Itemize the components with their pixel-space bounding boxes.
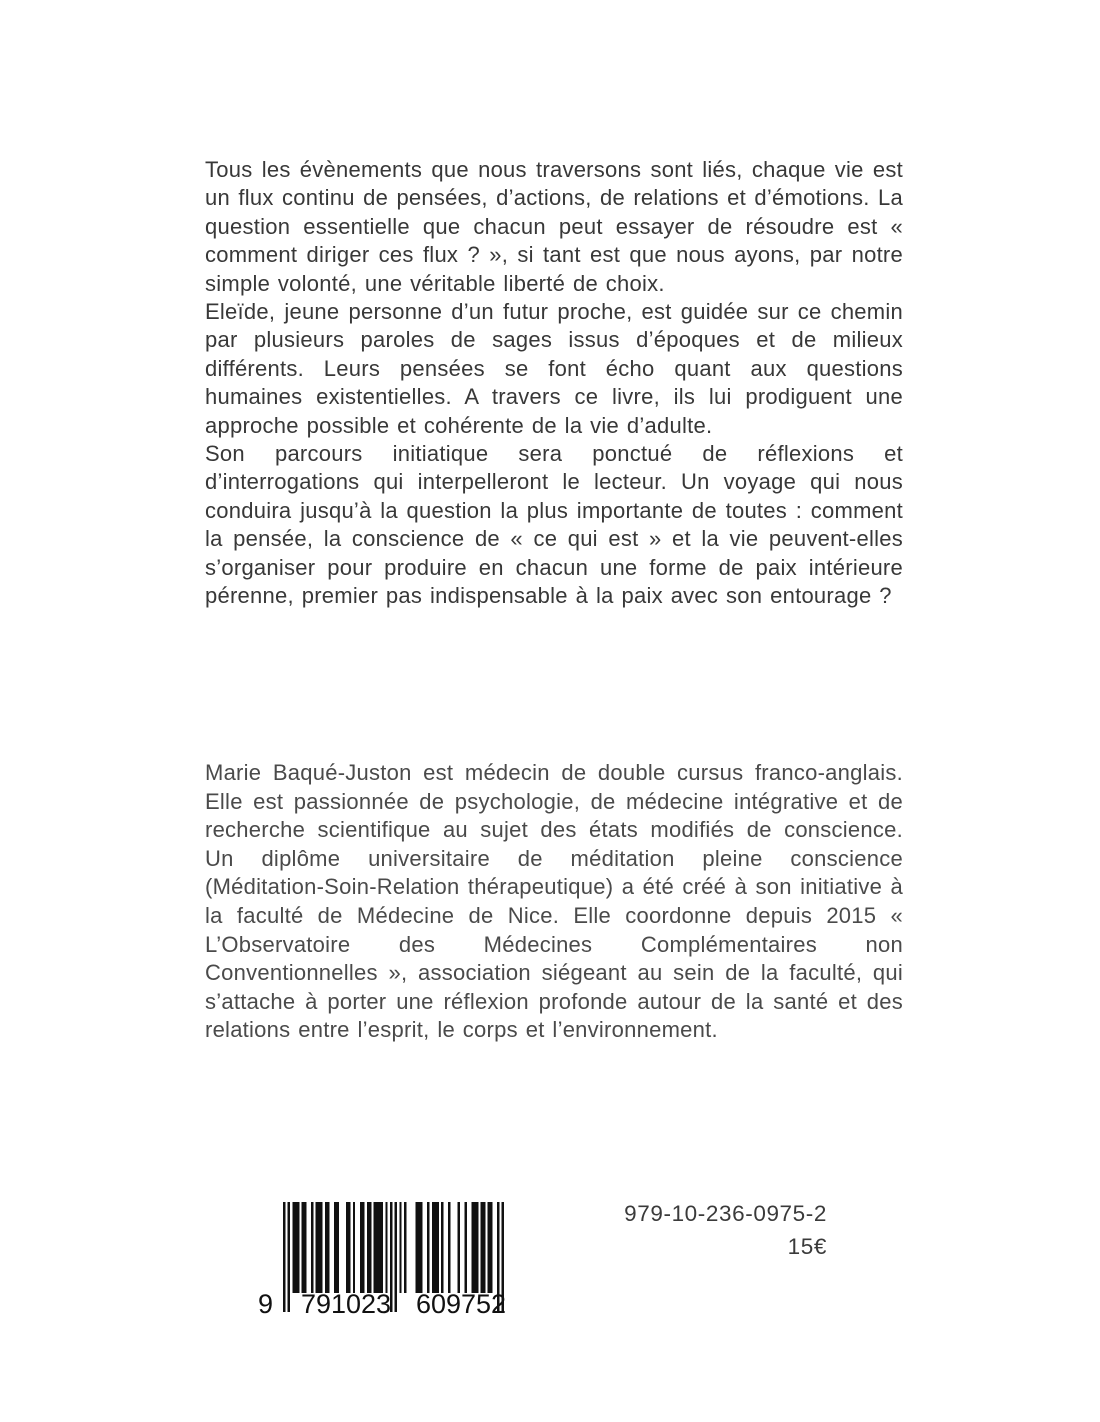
price: 15€ [787,1234,827,1259]
ean13-barcode [256,1202,508,1322]
author-bio [205,759,903,1045]
synopsis-paragraph: Eleïde, jeune personne d’un futur proche, est guidée sur ce chemin par plusieurs paroles de sages issus d’époques et de milieux différents. Leurs pensées se font écho quant aux questions humaines existentielles. A travers ce livre, ils lui prodiguent une approche possible et cohérente de la vie d’adulte. [205,299,903,438]
barcode-prefix-digit: 9 [258,1289,274,1319]
synopsis-paragraph: Tous les évènements que nous traversons sont liés, chaque vie est un flux continu de pensées, d’actions, de relations et d’émotions. La question essentielle que chacun peut essayer de résoudre est « comment diriger ces flux ? », si tant est que nous ayons, par notre simple volonté, une véritable liberté de choix. [205,157,903,296]
barcode-right-digits: 609752 [415,1289,507,1319]
isbn-number: 979-10-236-0975-2 [624,1201,827,1226]
synopsis-paragraph: Son parcours initiatique sera ponctué de réflexions et d’interrogations qui interpelleront le lecteur. Un voyage qui nous conduira jusqu’à la question la plus importante de toutes : comment la pensée, la conscience de « ce qui est » et la vie peuvent-elles s’organiser pour produire en chacun une forme de paix intérieure pérenne, premier pas indispensable à la paix avec son entourage ? [205,441,903,609]
synopsis [205,156,903,611]
isbn-price-block [500,1197,827,1263]
author-bio-text: Marie Baqué-Juston est médecin de double cursus franco-anglais. Elle est passionnée de psychologie, de médecine intégrative et de recherche scientifique au sujet des états modifiés de conscience. Un diplôme universitaire de méditation pleine conscience (Méditation-Soin-Relation thérapeutique) a été créé à son initiative à la faculté de Médecine de Nice. Elle coordonne depuis 2015 « L’Observatoire des Médecines Complémentaires non Conventionnelles », association siégeant au sein de la faculté, qui s’attache à porter une réflexion profonde autour de la santé et des relations entre l’esprit, le corps et l’environnement. [205,760,903,1043]
barcode-left-digits: 791023 [300,1289,392,1319]
